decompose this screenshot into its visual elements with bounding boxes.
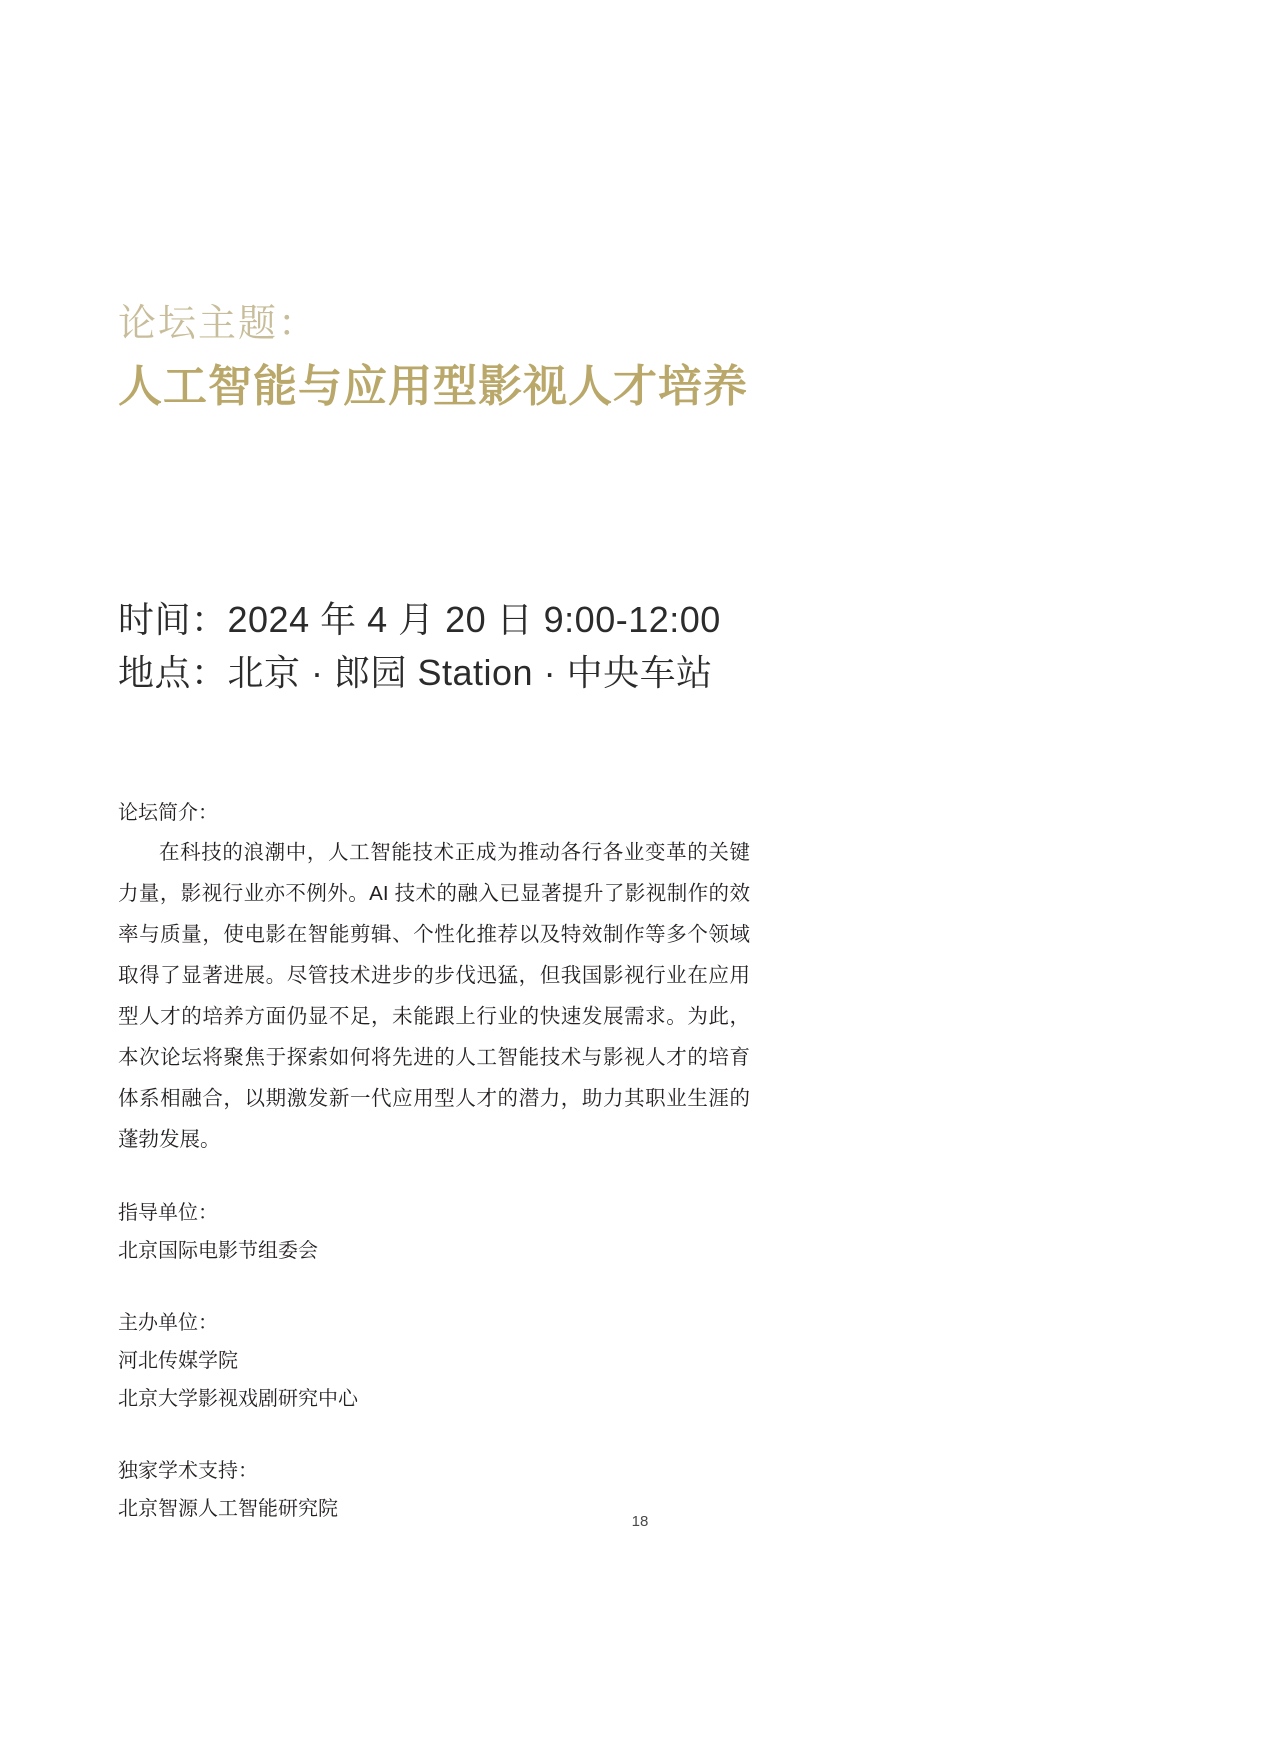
academic-support-label: 独家学术支持： [118, 1459, 258, 1482]
host-unit-item: 北京大学影视戏剧研究中心 [118, 1387, 358, 1410]
event-time: 时间：2024 年 4 月 20 日 9:00-12:00 [118, 599, 721, 641]
event-place: 地点：北京 · 郎园 Station · 中央车站 [118, 651, 713, 693]
forum-topic-label: 论坛主题： [118, 303, 319, 345]
forum-description-block [118, 794, 750, 1528]
guidance-unit-group [118, 1194, 750, 1270]
guidance-unit-item: 北京国际电影节组委会 [118, 1239, 318, 1262]
host-unit-item: 河北传媒学院 [118, 1349, 238, 1372]
forum-title-block [118, 300, 818, 414]
event-meta-block [118, 594, 818, 698]
host-unit-label: 主办单位： [118, 1311, 218, 1334]
forum-intro-label: 论坛简介： [118, 801, 218, 824]
guidance-unit-label: 指导单位： [118, 1201, 218, 1224]
host-unit-group [118, 1304, 750, 1418]
academic-support-item: 北京智源人工智能研究院 [118, 1497, 338, 1520]
page-number: 18 [631, 1513, 649, 1530]
forum-topic-title: 人工智能与应用型影视人才培养 [118, 362, 748, 412]
page-content [118, 300, 818, 1528]
forum-intro-text: 在科技的浪潮中，人工智能技术正成为推动各行各业变革的关键力量，影视行业亦不例外。AI 技术的融入已显著提升了影视制作的效率与质量，使电影在智能剪辑、个性化推荐以及特效制作等多个领域取得了显著进展。尽管技术进步的步伐迅猛，但我国影视行业在应用型人才的培养方面仍显不足，未能跟上行业的快速发展需求。为此，本次论坛将聚焦于探索如何将先进的人工智能技术与影视人才的培育体系相融合，以期激发新一代应用型人才的潜力，助力其职业生涯的蓬勃发展。 [118, 840, 750, 1151]
